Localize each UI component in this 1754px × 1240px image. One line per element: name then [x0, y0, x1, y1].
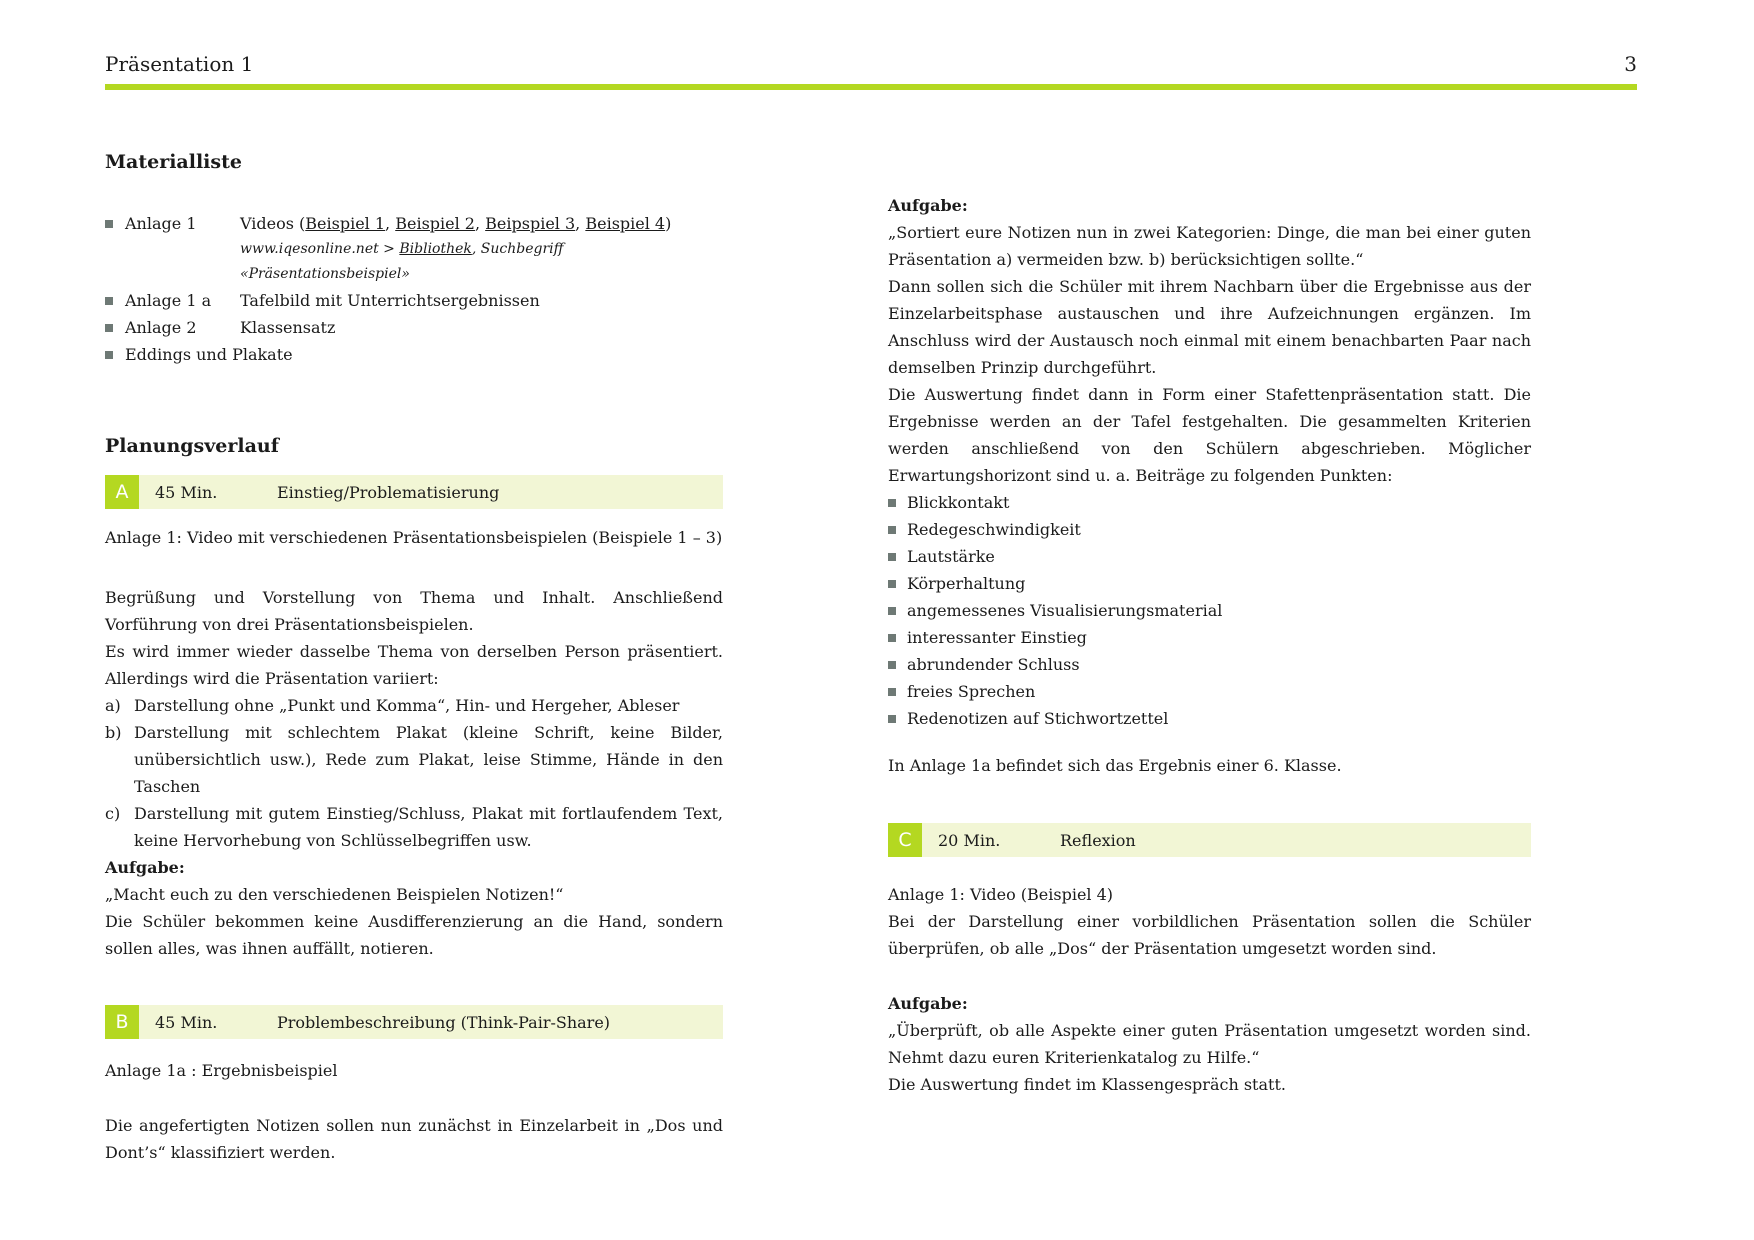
list-text: Darstellung ohne „Punkt und Komma“, Hin- und Hergeher, Ableser	[134, 696, 680, 715]
section-title: Einstieg/Problematisierung	[277, 482, 500, 502]
link-beispiel-1[interactable]: Beispiel 1	[305, 214, 386, 233]
bullet-square-icon	[888, 661, 896, 669]
section-duration: 45 Min.	[155, 482, 218, 502]
aufgabe-quote: „Macht euch zu den verschiedenen Beispielen Notizen!“	[105, 885, 564, 904]
right-column	[888, 192, 1531, 1098]
list-text: Darstellung mit gutem Einstieg/Schluss, Plakat mit fortlaufendem Text, keine Hervorhebung von Schlüsselbegriffen usw.	[134, 804, 723, 850]
material-label: Anlage 2	[125, 318, 197, 337]
kriterium-item	[888, 705, 1531, 732]
paragraph-begruessung: Begrüßung und Vorstellung von Thema und Inhalt. Anschließend Vorführung von drei Präsentationsbeispielen.	[105, 588, 723, 634]
paragraph-anlage1-video: Anlage 1: Video mit verschiedenen Präsentationsbeispielen (Beispiele 1 – 3)	[105, 528, 723, 547]
paragraph-anlage1a: Anlage 1a : Ergebnisbeispiel	[105, 1061, 338, 1080]
page-number: 3	[1624, 52, 1637, 76]
list-marker: b)	[105, 723, 122, 742]
kriterium-item	[888, 651, 1531, 678]
bullet-square-icon	[888, 499, 896, 507]
paragraph-anlage1-video4: Anlage 1: Video (Beispiel 4)	[888, 885, 1114, 904]
aufgabe-label: Aufgabe:	[888, 196, 968, 215]
kriterium-text: Redegeschwindigkeit	[907, 520, 1081, 539]
material-row	[105, 210, 723, 287]
section-title: Reflexion	[1060, 830, 1136, 850]
kriterium-item	[888, 570, 1531, 597]
paragraph-eswird: Es wird immer wieder dasselbe Thema von derselben Person präsentiert. Allerdings wird die Präsentation variiert:	[105, 642, 723, 688]
left-column	[105, 150, 723, 1166]
material-text: )	[665, 214, 672, 233]
kriterium-text: angemessenes Visualisierungsmaterial	[907, 601, 1223, 620]
bullet-square-icon	[105, 324, 113, 332]
separator: ,	[575, 214, 586, 233]
section-badge-c: C	[888, 823, 922, 857]
bullet-square-icon	[105, 220, 113, 228]
note-text: , Suchbegriff «Präsentationsbeispiel»	[240, 241, 564, 282]
section-title: Problembeschreibung (Think-Pair-Share)	[277, 1012, 611, 1032]
bullet-square-icon	[888, 526, 896, 534]
material-row	[105, 287, 723, 314]
section-band-a	[105, 475, 723, 509]
kriterium-text: Redenotizen auf Stichwortzettel	[907, 709, 1169, 728]
bullet-square-icon	[888, 688, 896, 696]
kriterium-text: Lautstärke	[907, 547, 995, 566]
materialliste-heading: Materialliste	[105, 151, 242, 173]
material-value: Eddings und Plakate	[125, 345, 293, 364]
paragraph-inanlage: In Anlage 1a befindet sich das Ergebnis einer 6. Klasse.	[888, 756, 1342, 775]
kriterium-item	[888, 516, 1531, 543]
aufgabe-label: Aufgabe:	[105, 858, 185, 877]
aufgabe-label: Aufgabe:	[888, 994, 968, 1013]
bullet-square-icon	[888, 715, 896, 723]
separator: ,	[474, 214, 486, 233]
section-band-b	[105, 1005, 723, 1039]
list-marker: a)	[105, 696, 121, 715]
bullet-square-icon	[888, 553, 896, 561]
kriterium-text: interessanter Einstieg	[907, 628, 1087, 647]
bullet-square-icon	[105, 351, 113, 359]
header-rule	[105, 84, 1637, 90]
kriterium-item	[888, 624, 1531, 651]
kriterium-text: freies Sprechen	[907, 682, 1036, 701]
link-beispiel-3[interactable]: Beipspiel 3	[485, 214, 576, 233]
section-duration: 20 Min.	[938, 830, 1001, 850]
section-badge-b: B	[105, 1005, 139, 1039]
material-label: Anlage 1 a	[125, 291, 212, 310]
material-row	[105, 314, 723, 341]
material-label: Anlage 1	[125, 214, 197, 233]
paragraph-auswertung2: Die Auswertung findet im Klassengespräch statt.	[888, 1075, 1286, 1094]
aufgabe-quote: „Überprüft, ob alle Aspekte einer guten Präsentation umgesetzt worden sind. Nehmt dazu euren Kriterienkatalog zu Hilfe.“	[888, 1021, 1531, 1067]
aufgabe-quote: „Sortiert eure Notizen nun in zwei Kategorien: Dinge, die man bei einer guten Präsentation a) vermeiden bzw. b) berücksichtigen sollte.“	[888, 223, 1531, 269]
separator: ,	[385, 214, 396, 233]
paragraph-beider: Bei der Darstellung einer vorbildlichen Präsentation sollen die Schüler überprüfen, ob alle „Dos“ der Präsentation umgesetzt worden sind.	[888, 912, 1531, 958]
bullet-square-icon	[888, 607, 896, 615]
section-duration: 45 Min.	[155, 1012, 218, 1032]
planungsverlauf-heading: Planungsverlauf	[105, 435, 279, 457]
kriterium-item	[888, 543, 1531, 570]
note-text: www.iqesonline.net >	[240, 241, 400, 257]
list-marker: c)	[105, 804, 121, 823]
aufgabe-text: Die Schüler bekommen keine Ausdifferenzierung an die Hand, sondern sollen alles, was ihnen auffällt, notieren.	[105, 912, 723, 958]
paragraph-auswertung: Die Auswertung findet dann in Form einer Stafettenpräsentation statt. Die Ergebnisse werden an der Tafel festgehalten. Die gesammelten Kriterien werden anschließend von den Schülern abgeschrieben. Möglicher Erwartungshorizont sind u. a. Beiträge zu folgenden Punkten:	[888, 385, 1531, 485]
material-text: Videos (	[240, 214, 306, 233]
material-value: Tafelbild mit Unterrichtsergebnissen	[240, 291, 540, 310]
source-note	[240, 237, 723, 287]
bullet-square-icon	[888, 580, 896, 588]
link-bibliothek[interactable]: Bibliothek	[399, 241, 472, 257]
link-beispiel-4[interactable]: Beispiel 4	[585, 214, 666, 233]
paragraph-notizen: Die angefertigten Notizen sollen nun zunächst in Einzelarbeit in „Dos und Dont’s“ klassifiziert werden.	[105, 1116, 723, 1162]
kriterium-item	[888, 678, 1531, 705]
kriterium-text: Körperhaltung	[907, 574, 1026, 593]
material-value	[240, 210, 723, 287]
kriterium-item	[888, 489, 1531, 516]
material-row	[105, 341, 723, 368]
bullet-square-icon	[105, 297, 113, 305]
list-item-a	[105, 692, 723, 719]
link-beispiel-2[interactable]: Beispiel 2	[395, 214, 475, 233]
section-badge-a: A	[105, 475, 139, 509]
kriterium-item	[888, 597, 1531, 624]
list-item-c	[105, 800, 723, 854]
paragraph-dann: Dann sollen sich die Schüler mit ihrem Nachbarn über die Ergebnisse aus der Einzelarbeitsphase austauschen und ihre Aufzeichnungen ergänzen. Im Anschluss wird der Austausch noch einmal mit einem benachbarten Paar nach demselben Prinzip durchgeführt.	[888, 277, 1531, 377]
bullet-square-icon	[888, 634, 896, 642]
page-title: Präsentation 1	[105, 52, 254, 76]
list-item-b	[105, 719, 723, 800]
material-value: Klassensatz	[240, 318, 336, 337]
section-band-c	[888, 823, 1531, 857]
kriterium-text: Blickkontakt	[907, 493, 1010, 512]
list-text: Darstellung mit schlechtem Plakat (kleine Schrift, keine Bilder, unübersichtlich usw.), Rede zum Plakat, leise Stimme, Hände in den Taschen	[134, 723, 723, 796]
kriterium-text: abrundender Schluss	[907, 655, 1080, 674]
